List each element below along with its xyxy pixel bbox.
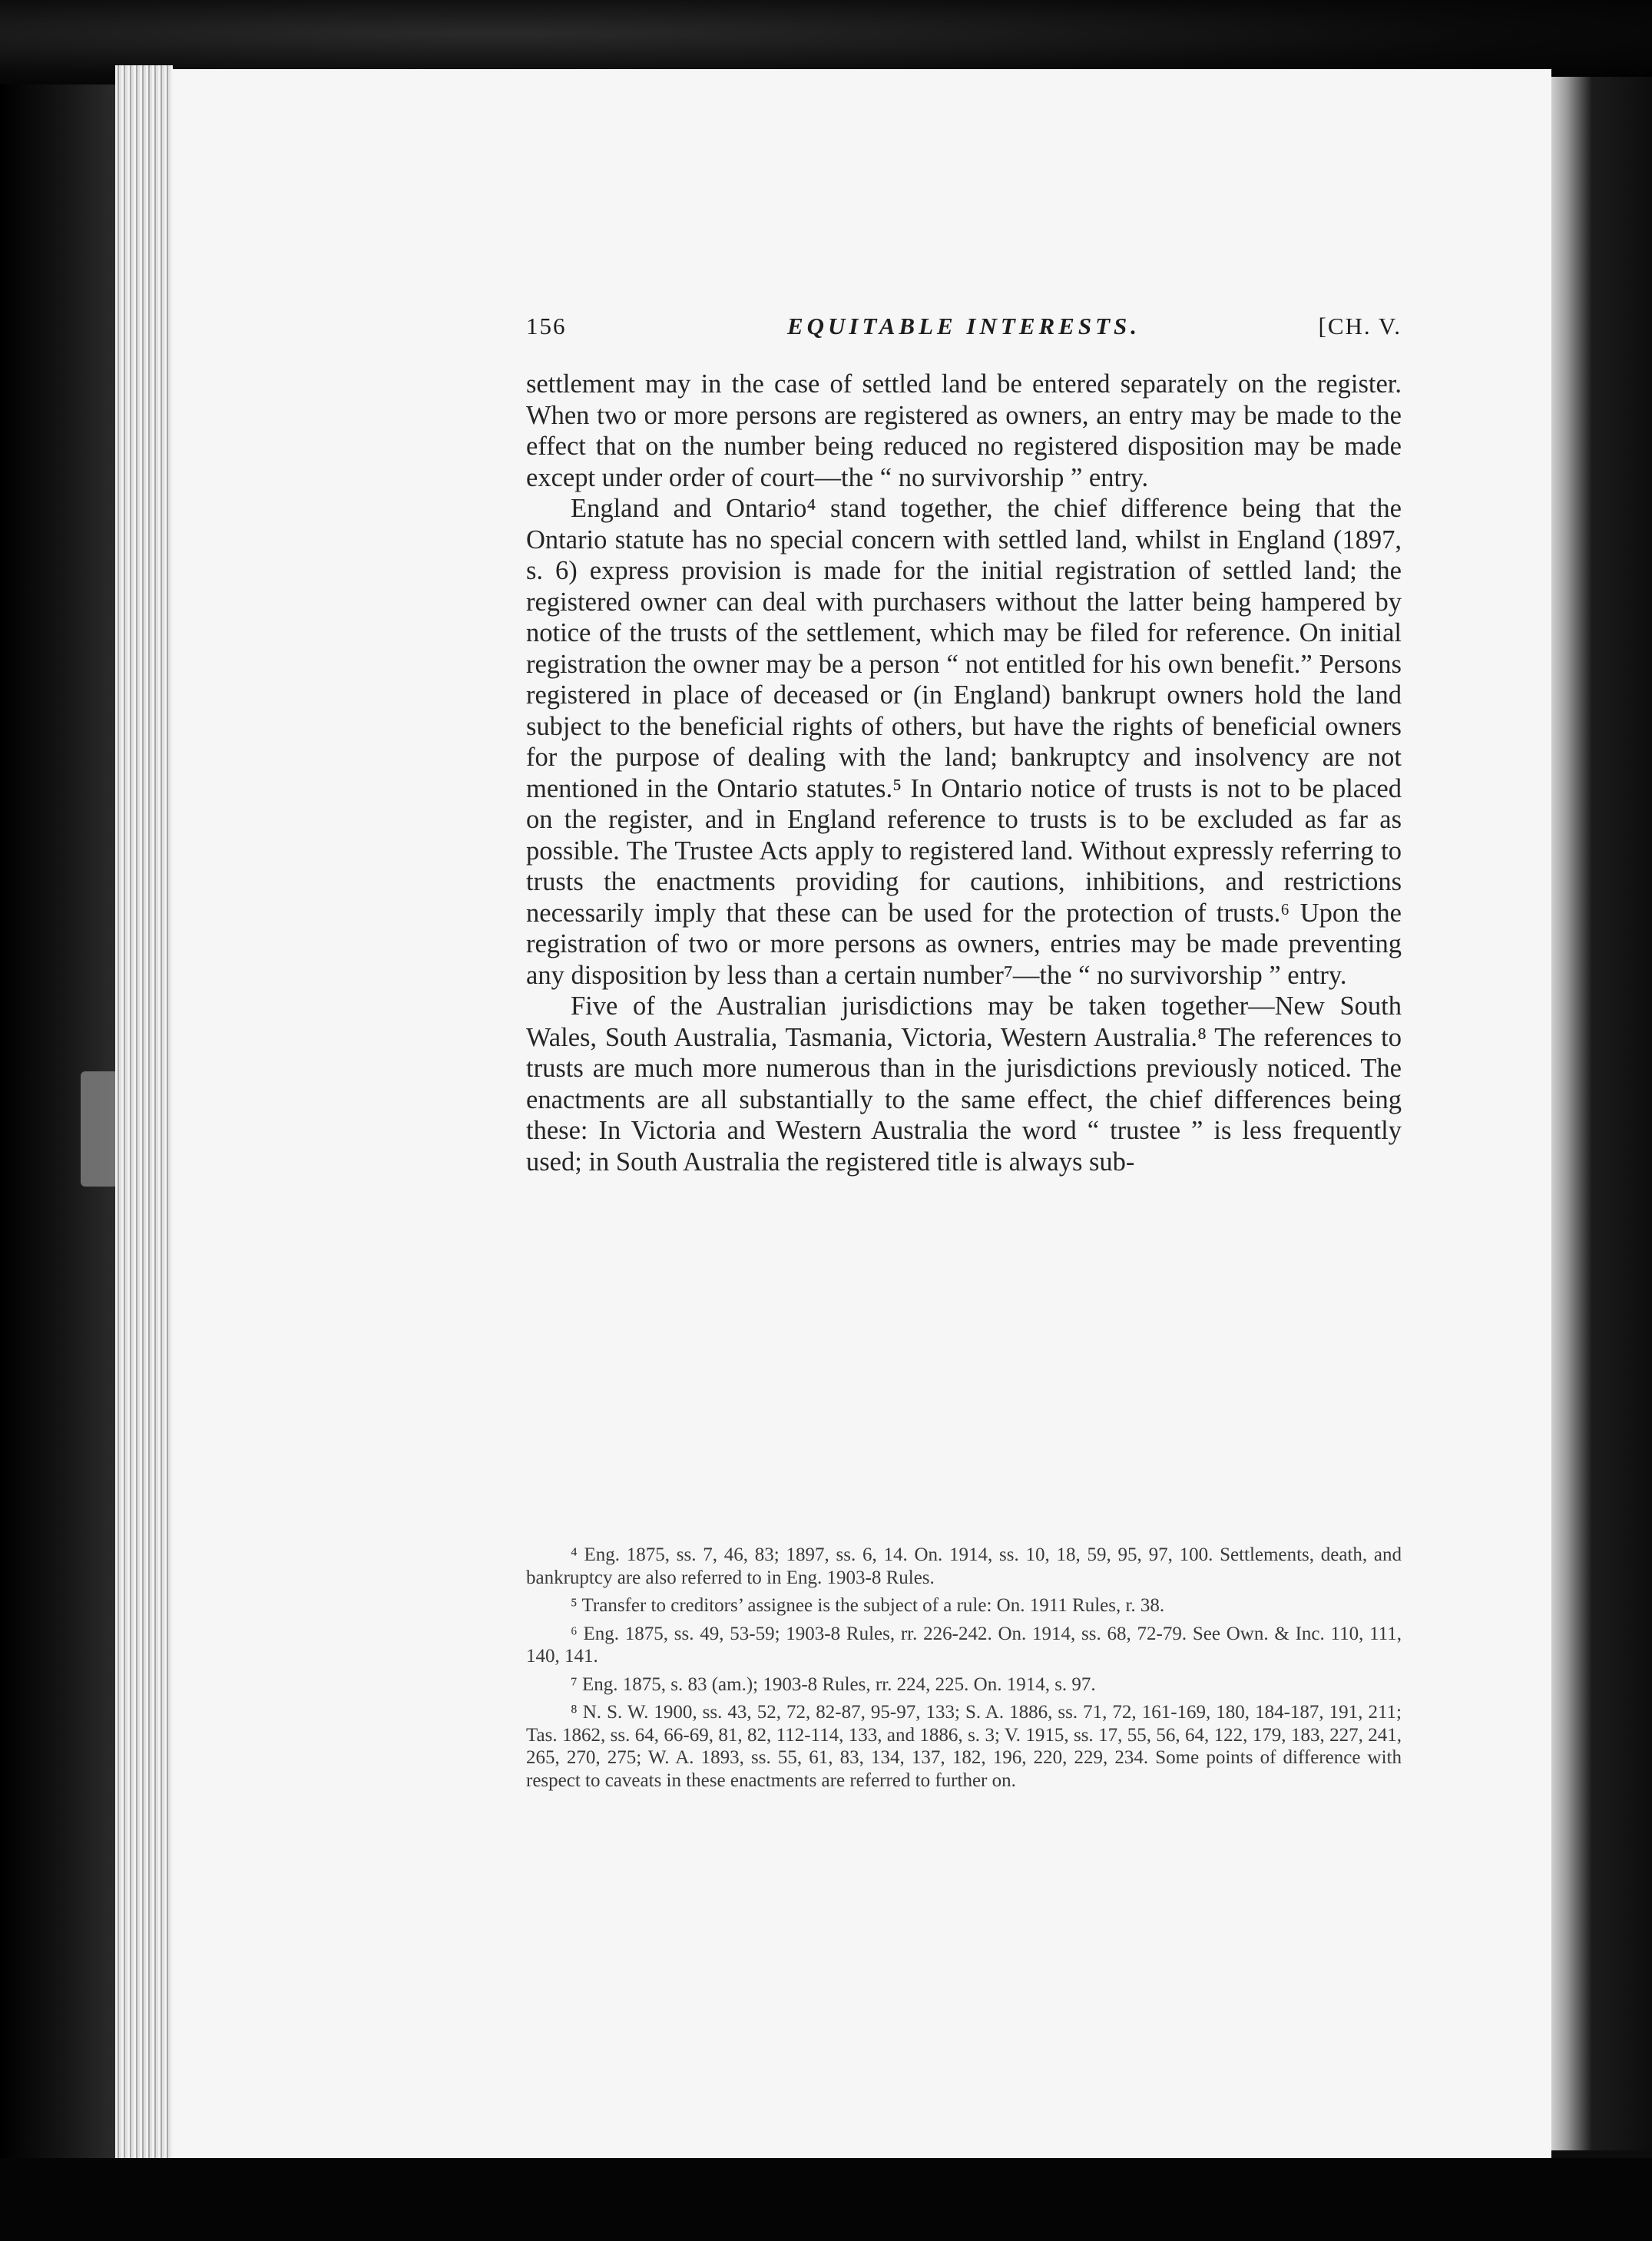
running-title: EQUITABLE INTERESTS. [786,313,1141,339]
page-number: 156 [526,313,567,339]
chapter-label: [CH. V. [1318,313,1402,339]
paragraph-continuation: settlement may in the case of settled land be entered separately on the register. When two or more persons are registered as owners, an entry may be made to the effect that on the number being reduced no registered disposition may be made except under order of court—the “ no survivorship ” entry. [526,369,1402,492]
footnote-7: ⁷ Eng. 1875, s. 83 (am.); 1903-8 Rules, rr. 224, 225. On. 1914, s. 97. [571,1673,1096,1695]
footnote-6: ⁶ Eng. 1875, ss. 49, 53-59; 1903-8 Rules, rr. 226-242. On. 1914, ss. 68, 72-79. See Own. & Inc. 110, 111, 140, 141. [526,1623,1402,1667]
body-text [526,369,1402,1177]
paragraph-australia: Five of the Australian jurisdictions may be taken together—New South Wales, South Australia, Tasmania, Victoria, Western Australia.⁸ The references to trusts are much more numerous than in the jurisdictions previously noticed. The enactments are all substantially to the same effect, the chief differences being these: In Victoria and Western Australia the word “ trustee ” is less frequently used; in South Australia the registered title is always sub- [526,991,1402,1177]
footnote-8: ⁸ N. S. W. 1900, ss. 43, 52, 72, 82-87, 95-97, 133; S. A. 1886, ss. 71, 72, 161-169, 180, 184-187, 191, 211; Tas. 1862, ss. 64, 66-69, 81, 82, 112-114, 133, and 1886, s. 3; V. 1915, ss. 17, 55, 56, 64, 122, 179, 183, 227, 241, 265, 270, 275; W. A. 1893, ss. 55, 61, 83, 134, 137, 182, 196, 220, 229, 234. Some points of difference with respect to caveats in these enactments are referred to further on. [526,1702,1402,1791]
footnote-4: ⁴ Eng. 1875, ss. 7, 46, 83; 1897, ss. 6, 14. On. 1914, ss. 10, 18, 59, 95, 97, 100. Settlements, death, and bankruptcy are also referred to in Eng. 1903-8 Rules. [526,1544,1402,1588]
scan-bottom-background [0,2158,1652,2241]
page-stack-gutter [115,65,173,2158]
paragraph-england-ontario: England and Ontario⁴ stand together, the chief difference being that the Ontario statute has no special concern with settled land, whilst in England (1897, s. 6) express provision is made for the initial registration of settled land; the registered owner can deal with purchasers without the latter being hampered by notice of the trusts of the settlement, which may be filed for reference. On initial registration the owner may be a person “ not entitled for his own benefit.” Persons registered in place of deceased or (in England) bankrupt owners hold the land subject to the beneficial rights of others, but have the rights of beneficial owners for the purpose of dealing with the land; bankruptcy and insolvency are not mentioned in the Ontario statutes.⁵ In Ontario notice of trusts is not to be placed on the register, and in England reference to trusts is to be excluded as far as possible. The Trustee Acts apply to registered land. Without expressly referring to trusts the enactments providing for cautions, inhibitions, and restrictions necessarily imply that these can be used for the protection of trusts.⁶ Upon the registration of two or more persons as owners, entries may be made preventing any disposition by less than a certain number⁷—the “ no survivorship ” entry. [526,494,1402,990]
footnotes [526,1544,1402,1797]
page-tab-mark [81,1071,116,1187]
footnote-5: ⁵ Transfer to creditors’ assignee is the subject of a rule: On. 1911 Rules, r. 38. [571,1595,1165,1616]
right-book-edge [1551,77,1652,2150]
page-header [526,313,1402,346]
